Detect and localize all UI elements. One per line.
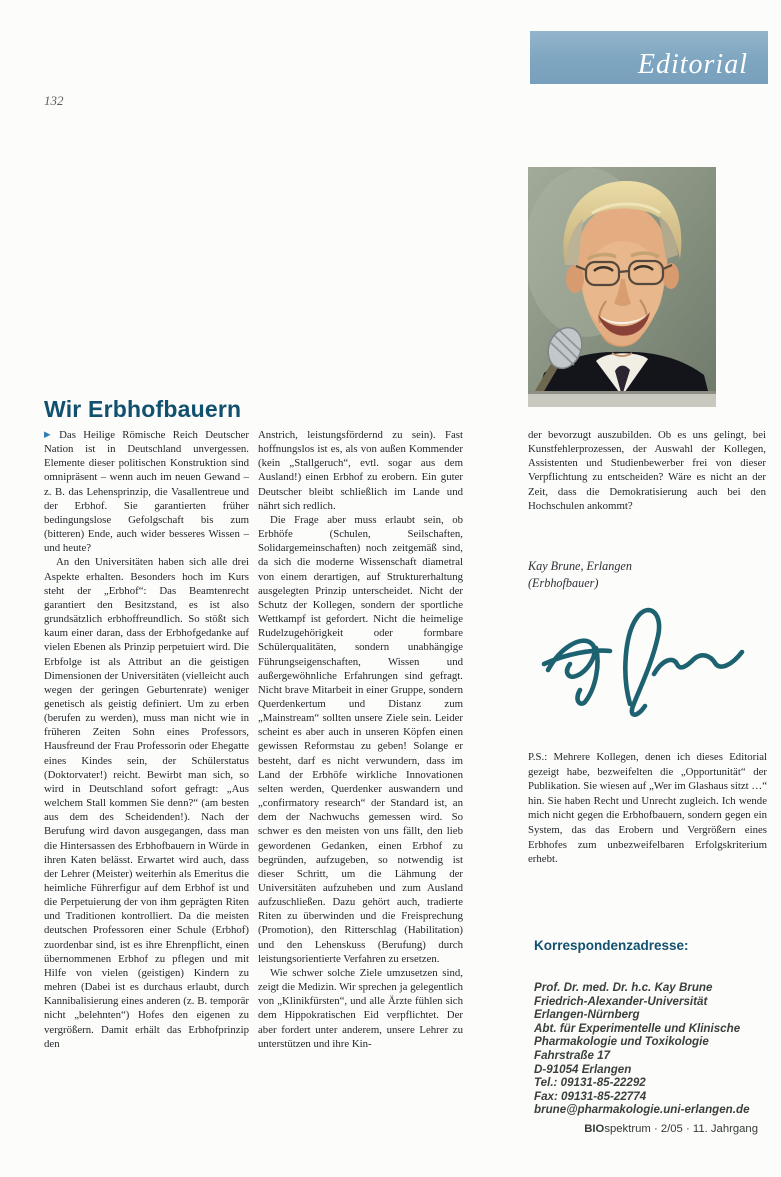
lead-paragraph bbox=[44, 428, 249, 555]
paragraph-text: Das Heilige Römische Reich Deutscher Nation ist in Deutschland unvergessen. Elemente dieser politischen Konstruktion sind omnipräsent – wenn auch im neuen Gewand – z. B. das Lehensprinzip, die Vasallentreue und der Erbhof. Sie garantierten früher bedingungslose Gefolgschaft bis zum (bitteren) Ende, auch wider besseres Wissen – und heute? bbox=[44, 429, 249, 555]
text-column-3 bbox=[528, 428, 766, 513]
byline-role: (Erbhofbauer) bbox=[528, 575, 599, 590]
issue-info: · 2/05 · 11. Jahrgang bbox=[650, 1123, 758, 1135]
page-number: 132 bbox=[44, 93, 64, 108]
address-line: Pharmakologie und Toxikologie bbox=[534, 1035, 709, 1049]
contact-address bbox=[534, 981, 750, 1117]
address-line: Friedrich-Alexander-Universität bbox=[534, 994, 708, 1008]
address-line: Fahrstraße 17 bbox=[534, 1048, 611, 1062]
paragraph bbox=[258, 966, 463, 1051]
address-line: Abt. für Experimentelle und Klinische bbox=[534, 1021, 741, 1035]
text-column-1 bbox=[44, 428, 249, 1150]
journal-name-rest: spektrum bbox=[604, 1123, 651, 1135]
paragraph-text: An den Universitäten haben sich alle drei Aspekte erhalten. Besonders hoch im Kurs steht der „Erbhof“: Das Beamtenrecht garantiert den Besitzstand, es ist also grundsätzlich erbhoffreundlich. So stößt sich kaum einer daran, dass der Erbhofgedanke auf vielen Ebenen als Prinzip perpetuiert wird. Die Erbfolge ist als Attribut an die geistigen Dimensionen der Universitäten (vielleicht auch wegen der geringen Geburtenrate) weniger genetisch als geistig definiert. Um zu erben (berufen zu werden), muss man nicht wie in früheren Zeiten Sohn eines Professors, Hausfreund der Frau Professorin oder Ehegatte eines Kindes sein, der Schülerstatus (Doktorvater!) reicht. Bewirbt man sich, so wird in Deutschland sofort gefragt: „Aus welchem Stall kommen Sie denn?“ (am besten aus dem des Scheidenden!). Nach der Berufung wird davon ausgegangen, dass man die Hintersassen des Erbhofbauern in Würde in ihren Katen belässt. Erwartet wird auch, dass der Lehrer (Meister) weiterhin als Emeritus die heimliche Führerfigur auf dem Erbhof ist und die Perpetuierung der von ihm geprägten Riten und Traditionen kontrolliert. Da die meisten deutschen Professoren einer Schule (Erbhof) zuordenbar sind, ist es ihre Ehrenpflicht, einen übernommenen Erbhof zu pflegen und mit Hilfe von vielen (geistigen) Kindern zu mehren (Dabei ist es durchaus erlaubt, durch Kannibalisierung eines anderen (z. B. temporär nicht „belehnten“) Hofes den eigenen zu vergrößern. Damit erhält das Erbhofprinzip den bbox=[44, 556, 249, 1050]
article-title: Wir Erbhofbauern bbox=[44, 396, 242, 423]
address-line: Erlangen-Nürnberg bbox=[534, 1008, 640, 1022]
journal-footer bbox=[584, 1123, 758, 1135]
paragraph-text: Wie schwer solche Ziele umzusetzen sind, zeigt die Medizin. Wir sprechen ja gelegentlich von „Klinikfürsten“, und alle Ärzte fühlen sich dem Hippokratischen Eid verpflichtet. Der aber fordert unter anderem, unsere Lehrer zu unterstützen und ihre Kin- bbox=[258, 966, 463, 1050]
author-photo bbox=[528, 167, 716, 407]
paragraph bbox=[528, 428, 766, 513]
paragraph bbox=[258, 513, 463, 966]
byline bbox=[528, 558, 632, 591]
paragraph bbox=[44, 555, 249, 1050]
paragraph-text: P.S.: Mehrere Kollegen, denen ich dieses Editorial gezeigt habe, bezweifelten die „Opportunität“ der Publikation. Sie wiesen auf „Wer im Glashaus sitzt …“ hin. Sie haben Recht und Unrecht zugleich. Ich wende mich nicht gegen die Erbhofbauern, sondern gegen ein System, das das Erobern und Vergrößern eines Erbhofes zum unbezweifelbaren Erfolgskriterium erhebt. bbox=[528, 751, 767, 866]
postscript bbox=[528, 750, 767, 867]
paragraph-text: Anstrich, leistungsfördernd zu sein). Fast hoffnungslos ist es, als von außen Kommender (kein „Stallgeruch“, evtl. sogar aus dem Ausland!) einen Erbhof zu erobern. Ein guter Deutscher bleibt schließlich im Lande und nährt sich redlich. bbox=[258, 429, 463, 512]
editorial-label: Editorial bbox=[637, 49, 748, 80]
signature-scrawl bbox=[534, 594, 750, 734]
paragraph-text: Die Frage aber muss erlaubt sein, ob Erbhöfe (Schulen, Seilschaften, Solidargemeinschaften) noch zeitgemäß sind, da sich die moderne Wissenschaft diametral von einem derartigen, auf Strukturerhaltung ausgelegten Prinzip unterscheidet. Nicht der Schutz der Kollegen, sondern der sportliche Wettkampf ist gefordert. Nicht die heimelige Rudelzugehörigkeit oder formbare Schülerqualitäten, sondern unabhängige Führungseigenschaften, Wissen und außergewöhnliche Erfahrungen sind gefragt. Nicht brave Mitarbeit in einer Gruppe, sondern Querdenkertum und Distanz zum „Mainstream“ sollten unsere Ziele sein. Leider scheint es aber auch in unseren Köpfen einen gewissen Reformstau zu geben! Solange er besteht, darf es nicht verwundern, dass im Land der Erbhöfe wirkliche Innovationen selten werden, Querdenker auswandern und „confirmatory research“ der Standard ist, an dem der Nachwuchs gemessen wird. So schwer es den meisten von uns fällt, den lieb gewordenen Gedanken, einen Erbhof zu begründen, aufzugeben, so notwendig ist dieser Schritt, um die Lähmung der Universitäten aufzuheben und zum Ausland aufzuschließen. Dazu gehört auch, tradierte Riten zu überwinden und die Freisprechung (Promotion), den Ritterschlag (Habilitation) und den Lehenskuss (Berufung) durch leistungsorientierte Verfahren zu ersetzen. bbox=[258, 513, 463, 965]
journal-name-bold: BIO bbox=[584, 1123, 605, 1135]
paragraph-arrow-icon: ▶ bbox=[44, 429, 56, 439]
address-line-email: brune@pharmakologie.uni-erlangen.de bbox=[534, 1103, 750, 1117]
author-photo-illustration bbox=[528, 167, 716, 407]
address-line: Prof. Dr. med. Dr. h.c. Kay Brune bbox=[534, 981, 713, 994]
paragraph bbox=[258, 428, 463, 513]
paragraph-text: der bevorzugt auszubilden. Ob es uns gelingt, bei Kunstfehlerprozessen, der Auswahl der Kollegen, Assistenten und Studienbewerber frei von dieser Verpflichtung zu entscheiden? Wäre es nicht an der Zeit, dass die Demokratisierung auch bei den Hochschulen ankommt? bbox=[528, 429, 766, 512]
address-line: D-91054 Erlangen bbox=[534, 1062, 632, 1076]
author-signature bbox=[534, 594, 750, 734]
byline-author: Kay Brune, Erlangen bbox=[528, 559, 632, 573]
contact-heading: Korrespondenzadresse: bbox=[534, 938, 689, 953]
paragraph bbox=[528, 750, 767, 867]
address-line: Fax: 09131-85-22774 bbox=[534, 1089, 647, 1103]
editorial-header-bar bbox=[530, 31, 768, 84]
address-line: Tel.: 09131-85-22292 bbox=[534, 1076, 646, 1090]
text-column-2 bbox=[258, 428, 463, 1150]
